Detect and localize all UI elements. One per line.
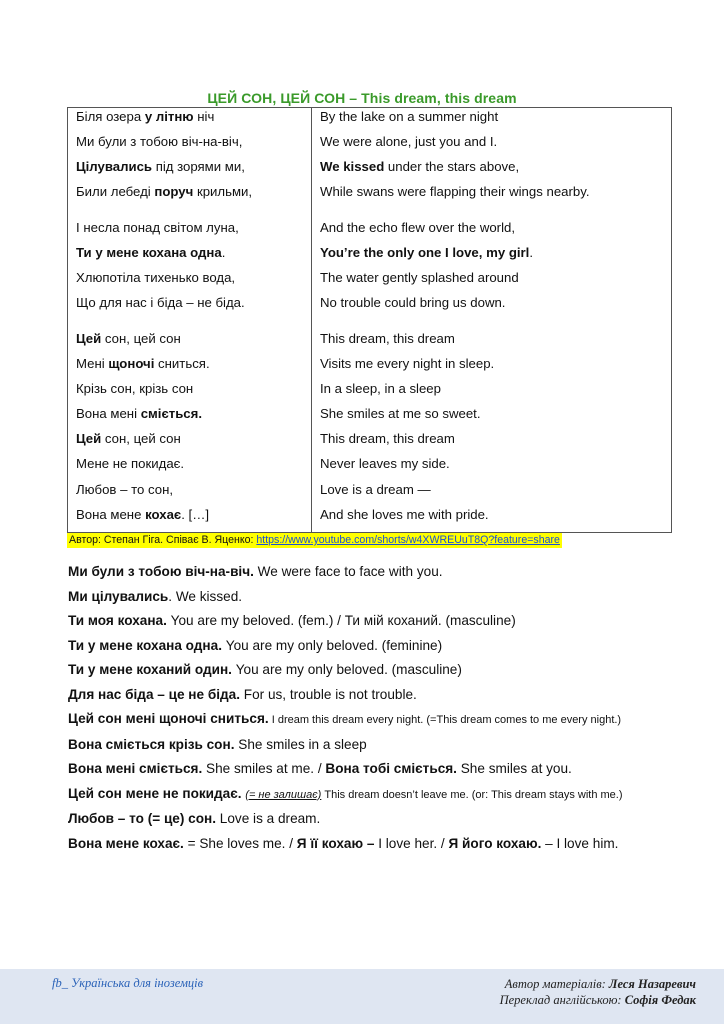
text-segment: And the echo flew over the world,: [320, 220, 515, 235]
text-segment: Вона мені: [76, 406, 141, 421]
text-segment: І несла понад світом луна,: [76, 220, 239, 235]
example-sentence: [68, 757, 648, 782]
text-segment: You are my only beloved. (feminine): [221, 637, 443, 653]
text-segment: Крізь сон, крізь сон: [76, 381, 194, 396]
ukrainian-lyric-line: [76, 269, 235, 287]
ukrainian-lyric-line: [76, 183, 252, 201]
text-segment: Біля озера: [76, 109, 145, 124]
bold-text: Любов – то (= це) сон.: [68, 811, 217, 826]
bold-text: Ми цілувались: [68, 588, 169, 604]
example-sentence: [68, 585, 648, 610]
example-sentence: [68, 807, 648, 832]
bold-text: щоночі: [108, 356, 155, 371]
text-segment: сон, цей сон: [101, 431, 181, 446]
bold-text: сміється.: [140, 406, 202, 421]
example-sentence: [68, 683, 648, 708]
text-segment: By the lake on a summer night: [320, 109, 499, 124]
example-sentence: [68, 707, 648, 733]
ukrainian-lyric-line: [76, 506, 209, 524]
text-segment: ніч: [193, 109, 215, 124]
bold-text: Цей сон мене не покидає.: [68, 785, 242, 801]
song-credit: [67, 533, 562, 548]
text-segment: Вона мене: [76, 507, 146, 522]
english-lyric-line: [320, 330, 455, 348]
text-segment: Мене не покидає.: [76, 456, 185, 471]
text-segment: . We kissed.: [168, 588, 243, 604]
translation-label: Переклад англійською:: [499, 993, 625, 1007]
text-segment: Visits me every night in sleep.: [320, 356, 495, 371]
bold-text: у літню: [144, 109, 194, 124]
bold-text: Ти моя кохана.: [68, 613, 167, 628]
english-lyric-line: [320, 405, 481, 423]
bold-text: Вона мені сміється.: [68, 761, 203, 776]
bold-text: Для нас біда – це не біда.: [68, 686, 240, 702]
english-lyric-line: [320, 455, 450, 473]
example-sentence: [68, 658, 648, 683]
ukrainian-lyric-line: [76, 219, 239, 237]
text-segment: She smiles at you.: [456, 761, 572, 776]
bold-text: Я її кохаю –: [296, 835, 375, 851]
text-segment: – I love him.: [541, 835, 619, 851]
text-segment: Мені: [76, 356, 109, 371]
credit-text: Автор: Степан Гіга. Співає В. Яценко:: [69, 534, 257, 546]
bold-text: кохає: [145, 507, 182, 522]
facebook-group-label: fb_ Українська для іноземців: [52, 976, 204, 990]
bold-text: Цей: [76, 331, 102, 346]
text-segment: We were face to face with you.: [253, 564, 443, 579]
text-segment: This dream doesn’t leave me. (or: This dream stays with me.): [321, 788, 623, 801]
bold-text: Вона тобі сміється.: [325, 761, 457, 776]
ukrainian-lyric-line: [76, 355, 210, 373]
bold-text: Вона сміється крізь сон.: [68, 736, 235, 752]
text-segment: The water gently splashed around: [320, 270, 519, 285]
ukrainian-lyric-line: [76, 481, 173, 499]
english-lyric-line: [320, 183, 590, 201]
example-sentence: [68, 782, 648, 808]
text-segment: For us, trouble is not trouble.: [240, 686, 417, 702]
youtube-link[interactable]: https://www.youtube.com/shorts/w4XWREUuT8Q?feature=share: [256, 534, 560, 546]
text-segment: You are my only beloved. (masculine): [231, 662, 462, 677]
ukrainian-lyric-line: [76, 158, 245, 176]
text-segment: . […]: [181, 507, 210, 522]
text-segment: = She loves me. /: [183, 835, 297, 851]
text-segment: Ми були з тобою віч-на-віч,: [76, 134, 243, 149]
bold-text: Цей сон мені щоночі сниться.: [68, 711, 269, 726]
text-segment: under the stars above,: [384, 159, 520, 174]
english-lyric-line: [320, 380, 441, 398]
column-divider: [311, 108, 312, 532]
text-segment: No trouble could bring us down.: [320, 295, 506, 310]
text-segment: Never leaves my side.: [320, 456, 450, 471]
lyrics-table: [67, 107, 672, 533]
text-segment: We were alone, just you and I.: [320, 134, 498, 149]
text-segment: She smiles in a sleep: [234, 736, 367, 752]
text-segment: Love is a dream.: [216, 811, 321, 826]
bold-text: Цей: [76, 431, 102, 446]
text-segment: Що для нас і біда – не біда.: [76, 295, 245, 310]
text-segment: .: [529, 245, 534, 260]
ukrainian-lyric-line: [76, 430, 181, 448]
example-sentence: [68, 832, 648, 857]
ukrainian-lyric-line: [76, 455, 184, 473]
author-name: Леся Назаревич: [608, 977, 696, 991]
english-lyric-line: [320, 294, 505, 312]
english-lyric-line: [320, 158, 519, 176]
text-segment: Хлюпотіла тихенько вода,: [76, 270, 236, 285]
bold-text: Ти у мене кохана одна: [76, 245, 222, 260]
text-segment: Love is a dream —: [320, 482, 431, 497]
ukrainian-lyric-line: [76, 380, 193, 398]
text-segment: під зорями ми,: [152, 159, 245, 174]
english-lyric-line: [320, 506, 489, 524]
translator-name: Софія Федак: [624, 993, 696, 1007]
text-segment: (= не залишає): [245, 788, 322, 801]
text-segment: And she loves me with pride.: [320, 507, 489, 522]
bold-text: Ти у мене коханий один.: [68, 662, 232, 677]
author-label: Автор матеріалів:: [504, 977, 609, 991]
english-lyric-line: [320, 219, 515, 237]
text-segment: She smiles at me. /: [202, 761, 326, 776]
text-segment: In a sleep, in a sleep: [320, 381, 441, 396]
footer-credits: [500, 976, 696, 1008]
english-lyric-line: [320, 244, 533, 262]
text-segment: .: [221, 245, 226, 260]
page-title: ЦЕЙ СОН, ЦЕЙ СОН – This dream, this dream: [207, 90, 517, 106]
text-segment: крильми,: [193, 184, 253, 199]
bold-text: Цілувались: [76, 159, 153, 174]
english-lyric-line: [320, 355, 494, 373]
text-segment: сон, цей сон: [101, 331, 181, 346]
english-lyric-line: [320, 108, 498, 126]
ukrainian-lyric-line: [76, 133, 242, 151]
text-segment: This dream, this dream: [320, 431, 455, 446]
example-sentence: [68, 560, 648, 585]
text-segment: She smiles at me so sweet.: [320, 406, 481, 421]
bold-text: Вона мене кохає.: [68, 835, 184, 851]
text-segment: сниться.: [154, 356, 210, 371]
bold-text: Я його кохаю.: [448, 835, 542, 851]
text-segment: While swans were flapping their wings nearby.: [320, 184, 590, 199]
bold-text: Ми були з тобою віч-на-віч.: [68, 564, 254, 579]
ukrainian-lyric-line: [76, 244, 225, 262]
ukrainian-lyric-line: [76, 108, 214, 126]
text-segment: This dream, this dream: [320, 331, 455, 346]
english-lyric-line: [320, 430, 455, 448]
example-sentence: [68, 733, 648, 758]
ukrainian-lyric-line: [76, 330, 181, 348]
text-segment: I love her. /: [374, 835, 449, 851]
footer: [0, 969, 724, 1024]
english-lyric-line: [320, 269, 519, 287]
text-segment: Любов – то сон,: [76, 482, 174, 497]
example-sentence: [68, 609, 648, 634]
bold-text: You’re the only one I love, my girl: [320, 245, 530, 260]
grammar-notes: [68, 560, 648, 856]
text-segment: You are my beloved. (fem.) / Ти мій коханий. (masculine): [166, 613, 516, 628]
example-sentence: [68, 634, 648, 659]
ukrainian-lyric-line: [76, 405, 202, 423]
bold-text: Ти у мене кохана одна.: [68, 637, 222, 653]
bold-text: поруч: [154, 184, 194, 199]
english-lyric-line: [320, 481, 431, 499]
ukrainian-lyric-line: [76, 294, 245, 312]
bold-text: We kissed: [320, 159, 385, 174]
text-segment: I dream this dream every night. (=This dream comes to me every night.): [268, 714, 622, 726]
text-segment: Били лебеді: [76, 184, 155, 199]
english-lyric-line: [320, 133, 497, 151]
